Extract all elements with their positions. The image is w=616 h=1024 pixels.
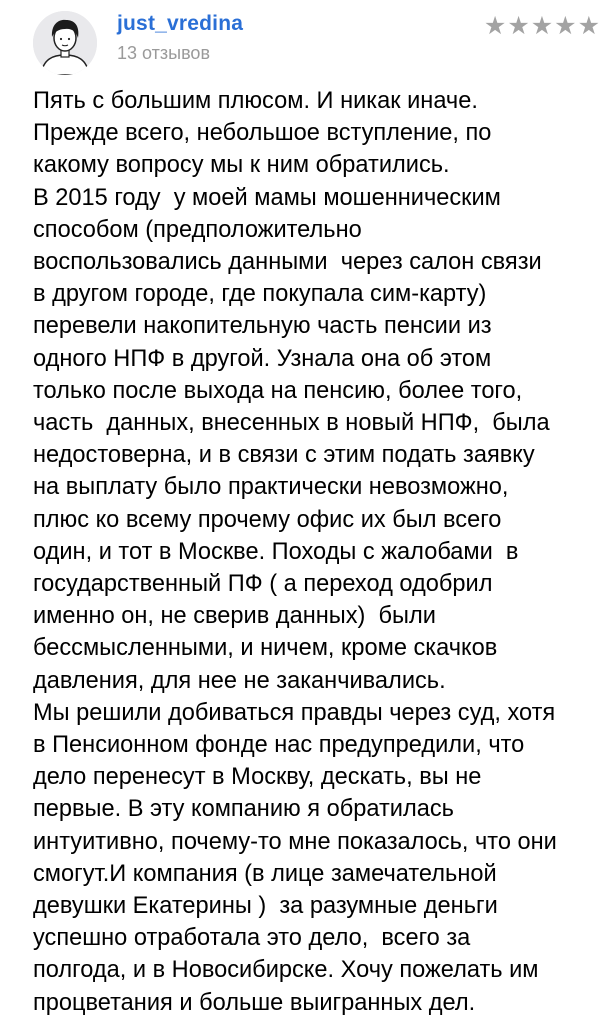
review-text-line: на выплату было практически невозможно,: [33, 474, 509, 501]
review-count: 13 отзывов: [117, 43, 211, 63]
default-user-avatar-icon: [33, 11, 97, 75]
review-text-line: давления, для нее не заканчивались.: [33, 667, 446, 694]
review-text-line: первые. В эту компанию я обратилась: [33, 796, 454, 823]
review-text-line: Прежде всего, небольшое вступление, по: [33, 120, 492, 147]
review-text-line: девушки Екатерины ) за разумные деньги: [33, 893, 498, 920]
review-text-line: воспользовались данными через салон связи: [33, 249, 542, 276]
star-icon: ★: [577, 11, 600, 40]
review-text-line: успешно отработала это дело, всего за: [33, 925, 471, 952]
star-icon: ★: [483, 11, 507, 40]
review-text-line: недостоверна, и в связи с этим подать заявку: [33, 442, 535, 469]
review-text-line: какому вопросу мы к ним обратились.: [33, 152, 450, 179]
review-text-line: государственный ПФ ( а переход одобрил: [33, 571, 493, 598]
review-text-line: дело перенесут в Москву, дескать, вы не: [33, 764, 482, 791]
review-text-line: плюс ко всему прочему офис их был всего: [33, 506, 502, 533]
review-text-line: смогут.И компания (в лице замечательной: [33, 860, 497, 887]
review-text-line: Мы решили добиваться правды через суд, хотя: [33, 699, 556, 726]
review-text-line: в Пенсионном фонде нас предупредили, что: [33, 732, 525, 759]
review-text-line: в другом городе, где покупала сим-карту): [33, 281, 487, 308]
review-text-line: только после выхода на пенсию, более того,: [33, 377, 523, 404]
star-icon: ★: [530, 11, 554, 40]
author-name[interactable]: just_vredina: [117, 12, 244, 35]
star-icon: ★: [554, 11, 577, 40]
review-text-line: часть данных, внесенных в новый НПФ, была: [33, 410, 550, 437]
star-rating: [484, 13, 600, 38]
review-text-line: один, и тот в Москве. Походы с жалобами в: [33, 538, 519, 565]
review-text-line: перевели накопительную часть пенсии из: [33, 313, 492, 340]
review-text-line: именно он, не сверив данных) были: [33, 603, 436, 630]
review-text-line: одного НПФ в другой. Узнала она об этом: [33, 345, 492, 372]
review-text-line: полгода, и в Новосибирске. Хочу пожелать им: [33, 957, 539, 984]
star-icon: ★: [507, 11, 530, 40]
review-text-line: способом (предположительно: [33, 216, 362, 243]
review-text-line: В 2015 году у моей мамы мошенническим: [33, 184, 501, 211]
review-text-line: бессмысленными, и ничем, кроме скачков: [33, 635, 498, 662]
review-text: [33, 85, 608, 1019]
review-text-line: Пять с большим плюсом. И никак иначе.: [33, 88, 478, 114]
review-text-line: интуитивно, почему-то мне показалось, что они: [33, 828, 557, 855]
avatar[interactable]: [33, 11, 97, 75]
review-text-line: процветания и больше выигранных дел.: [33, 989, 476, 1016]
